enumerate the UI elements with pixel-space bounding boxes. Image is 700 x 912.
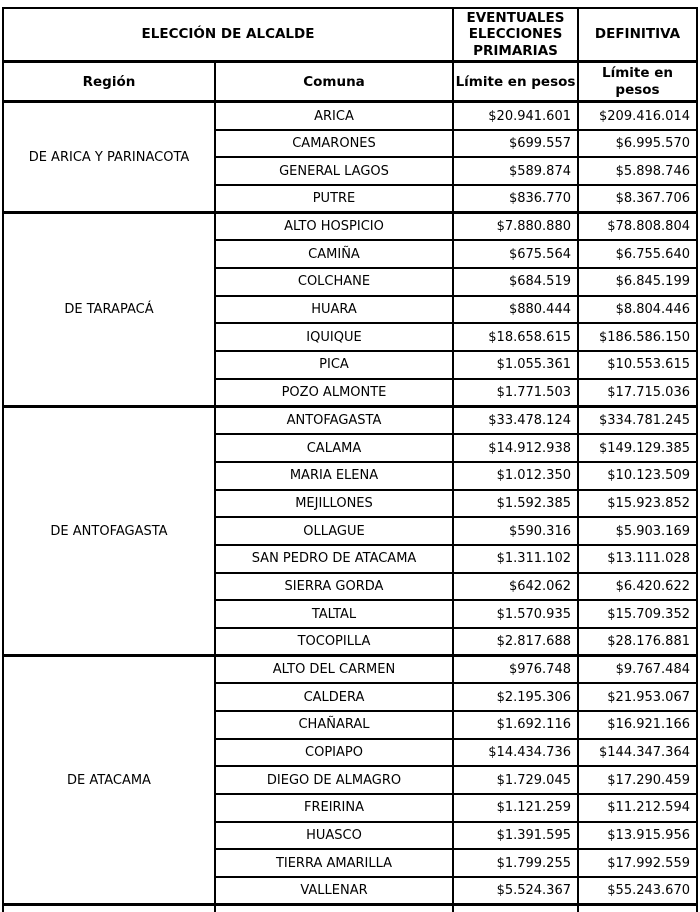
comuna-name: PUTRE (215, 185, 453, 213)
clipped-cell (3, 905, 215, 912)
comuna-name: DIEGO DE ALMAGRO (215, 766, 453, 794)
comuna-column-header: Comuna (215, 62, 453, 102)
definitiva-limit-value: $186.586.150 (578, 323, 697, 351)
comuna-name: FREIRINA (215, 794, 453, 822)
primarias-limit-value: $675.564 (453, 240, 578, 268)
primarias-limit-value: $5.524.367 (453, 877, 578, 905)
primarias-limit-value: $642.062 (453, 573, 578, 601)
definitiva-limit-value: $16.921.166 (578, 711, 697, 739)
region-name: DE ATACAMA (3, 656, 215, 905)
primarias-limit-header: Límite en pesos (453, 62, 578, 102)
comuna-name: ANTOFAGASTA (215, 406, 453, 434)
primarias-limit-value: $7.880.880 (453, 213, 578, 241)
definitiva-limit-value: $9.767.484 (578, 656, 697, 684)
comuna-name: MEJILLONES (215, 490, 453, 518)
primarias-limit-value: $1.729.045 (453, 766, 578, 794)
definitiva-limit-value: $13.111.028 (578, 545, 697, 573)
comuna-name: ARICA (215, 102, 453, 130)
primarias-limit-value: $33.478.124 (453, 406, 578, 434)
comuna-name: GENERAL LAGOS (215, 157, 453, 185)
comuna-name: HUASCO (215, 822, 453, 850)
primarias-limit-value: $1.391.595 (453, 822, 578, 850)
clipped-cell (215, 905, 453, 912)
clipped-cell (578, 905, 697, 912)
definitiva-column-header: DEFINITIVA (578, 8, 697, 62)
primarias-limit-value: $976.748 (453, 656, 578, 684)
definitiva-limit-value: $10.123.509 (578, 462, 697, 490)
primarias-limit-value: $1.121.259 (453, 794, 578, 822)
comuna-name: HUARA (215, 296, 453, 324)
definitiva-limit-value: $10.553.615 (578, 351, 697, 379)
comuna-name: VALLENAR (215, 877, 453, 905)
primarias-limit-value: $14.912.938 (453, 434, 578, 462)
definitiva-limit-value: $6.755.640 (578, 240, 697, 268)
primarias-limit-value: $1.055.361 (453, 351, 578, 379)
table-row (3, 213, 697, 241)
definitiva-limit-value: $334.781.245 (578, 406, 697, 434)
header-row-sub (3, 62, 697, 102)
primarias-column-header: EVENTUALES ELECCIONES PRIMARIAS (453, 8, 578, 62)
comuna-name: CALAMA (215, 434, 453, 462)
primarias-limit-value: $1.311.102 (453, 545, 578, 573)
clipped-next-row (3, 905, 697, 912)
primarias-limit-value: $14.434.736 (453, 739, 578, 767)
comuna-name: COPIAPO (215, 739, 453, 767)
comuna-name: OLLAGUE (215, 517, 453, 545)
primarias-limit-value: $684.519 (453, 268, 578, 296)
primarias-limit-value: $590.316 (453, 517, 578, 545)
primarias-limit-value: $1.570.935 (453, 600, 578, 628)
comuna-name: SAN PEDRO DE ATACAMA (215, 545, 453, 573)
comuna-name: ALTO DEL CARMEN (215, 656, 453, 684)
definitiva-limit-value: $5.903.169 (578, 517, 697, 545)
primarias-limit-value: $18.658.615 (453, 323, 578, 351)
definitiva-limit-value: $13.915.956 (578, 822, 697, 850)
region-name: DE ANTOFAGASTA (3, 406, 215, 655)
definitiva-limit-value: $149.129.385 (578, 434, 697, 462)
primarias-limit-value: $699.557 (453, 130, 578, 158)
definitiva-limit-value: $144.347.364 (578, 739, 697, 767)
definitiva-limit-value: $6.995.570 (578, 130, 697, 158)
region-column-header: Región (3, 62, 215, 102)
comuna-name: POZO ALMONTE (215, 379, 453, 407)
comuna-name: TIERRA AMARILLA (215, 849, 453, 877)
definitiva-limit-value: $11.212.594 (578, 794, 697, 822)
table-row (3, 102, 697, 130)
comuna-name: COLCHANE (215, 268, 453, 296)
definitiva-limit-value: $28.176.881 (578, 628, 697, 656)
primarias-limit-value: $836.770 (453, 185, 578, 213)
comuna-name: TOCOPILLA (215, 628, 453, 656)
comuna-name: ALTO HOSPICIO (215, 213, 453, 241)
definitiva-limit-value: $5.898.746 (578, 157, 697, 185)
table-row (3, 656, 697, 684)
definitiva-limit-value: $55.243.670 (578, 877, 697, 905)
definitiva-limit-value: $78.808.804 (578, 213, 697, 241)
definitiva-limit-value: $17.290.459 (578, 766, 697, 794)
primarias-limit-value: $2.817.688 (453, 628, 578, 656)
comuna-name: IQUIQUE (215, 323, 453, 351)
table-body (3, 8, 697, 912)
comuna-name: CAMARONES (215, 130, 453, 158)
primarias-limit-value: $2.195.306 (453, 683, 578, 711)
clipped-cell (453, 905, 578, 912)
primarias-limit-value: $880.444 (453, 296, 578, 324)
table-row (3, 406, 697, 434)
election-title-header: ELECCIÓN DE ALCALDE (3, 8, 453, 62)
alcalde-spending-limits-table (2, 7, 698, 912)
definitiva-limit-value: $15.923.852 (578, 490, 697, 518)
comuna-name: CALDERA (215, 683, 453, 711)
definitiva-limit-value: $17.992.559 (578, 849, 697, 877)
primarias-limit-value: $1.592.385 (453, 490, 578, 518)
comuna-name: PICA (215, 351, 453, 379)
region-name: DE ARICA Y PARINACOTA (3, 102, 215, 213)
primarias-limit-value: $1.012.350 (453, 462, 578, 490)
definitiva-limit-value: $6.420.622 (578, 573, 697, 601)
definitiva-limit-value: $6.845.199 (578, 268, 697, 296)
header-row-main (3, 8, 697, 62)
region-name: DE TARAPACÁ (3, 213, 215, 407)
primarias-limit-value: $1.771.503 (453, 379, 578, 407)
comuna-name: TALTAL (215, 600, 453, 628)
definitiva-limit-header-text: Límite en pesos (601, 65, 673, 98)
definitiva-limit-value: $21.953.067 (578, 683, 697, 711)
definitiva-limit-value: $15.709.352 (578, 600, 697, 628)
definitiva-limit-value: $8.367.706 (578, 185, 697, 213)
primarias-limit-value: $1.799.255 (453, 849, 578, 877)
comuna-name: SIERRA GORDA (215, 573, 453, 601)
definitiva-limit-value: $209.416.014 (578, 102, 697, 130)
comuna-name: MARIA ELENA (215, 462, 453, 490)
comuna-name: CHAÑARAL (215, 711, 453, 739)
primarias-limit-value: $20.941.601 (453, 102, 578, 130)
primarias-limit-value: $1.692.116 (453, 711, 578, 739)
comuna-name: CAMIÑA (215, 240, 453, 268)
primarias-limit-value: $589.874 (453, 157, 578, 185)
definitiva-limit-value: $8.804.446 (578, 296, 697, 324)
definitiva-limit-header (578, 62, 697, 102)
definitiva-limit-value: $17.715.036 (578, 379, 697, 407)
